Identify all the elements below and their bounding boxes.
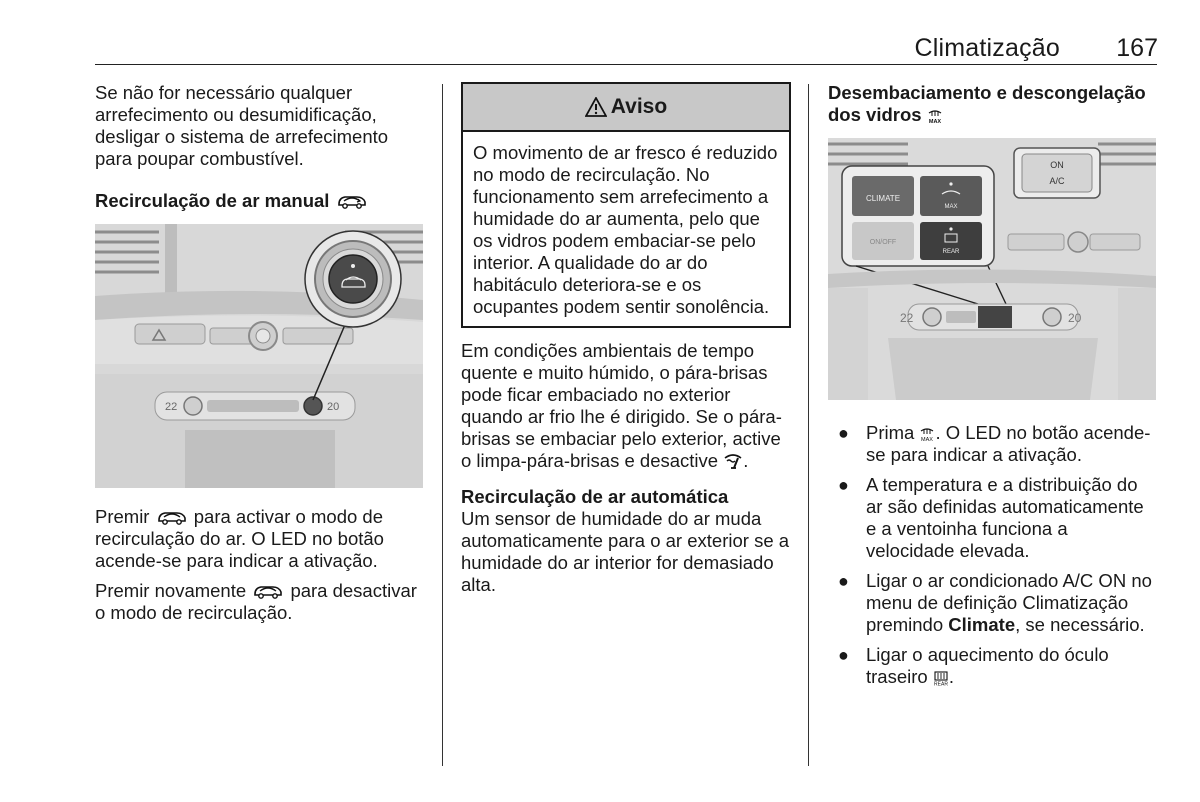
paragraph-exterior-fogging: Em condições ambientais de tempo quente e muito húmido, o pára-brisas pode ficar embaciado no exterior quando ar frio lhe é dirigido. Se o pára-brisas se embaciar pelo exterior, active o limpa-pára-brisas e desactive . <box>461 340 782 471</box>
rear-window-heat-icon <box>933 670 949 686</box>
list-item: ● Prima MAX . O LED no botão acende-se para indicar a ativação. <box>838 422 1151 465</box>
figure-recirculation-button <box>95 224 423 488</box>
temp-left-label: 22 <box>165 401 178 413</box>
column-3 <box>828 82 1158 696</box>
column-2 <box>461 82 791 604</box>
list-item: ● A temperatura e a distribuição do ar são definidas automaticamente e a ventoinha funciona a velocidade elevada. <box>838 474 1144 561</box>
bullet-marker: ● <box>838 423 849 443</box>
header-rule <box>95 64 1157 65</box>
temp-right-label: 20 <box>327 401 340 413</box>
paragraph-cooling-off: Se não for necessário qualquer arrefecimento ou desumidificação, desligar o sistema de arrefecimento para poupar combustível. <box>95 82 389 169</box>
warning-header <box>463 84 789 132</box>
defrost-steps-list <box>828 422 1158 688</box>
on-label: ON <box>1050 160 1064 170</box>
rear-label: REAR <box>942 249 960 255</box>
temp-right-label: 20 <box>1068 311 1082 325</box>
page-number: 167 <box>1116 34 1158 62</box>
paragraph-deactivate-recirculation: Premir novamente para desactivar o modo de recirculação. <box>95 580 417 623</box>
heading-defrost: Desembaciamento e descongelação dos vidros MAX <box>828 82 1146 125</box>
windshield-max-icon <box>919 426 935 442</box>
rear-label: REAR <box>933 681 948 686</box>
bullet-marker: ● <box>838 475 849 495</box>
warning-box <box>461 82 791 328</box>
recirculation-icon <box>155 508 189 526</box>
paragraph-humidity-sensor: Um sensor de humidade do ar muda automaticamente para o ar exterior se a humidade do ar interior for demasiado alta. <box>461 508 790 595</box>
heading-automatic-recirculation: Recirculação de ar automática <box>461 486 729 507</box>
windshield-wiper-off-icon <box>723 452 743 470</box>
bullet-marker: ● <box>838 571 849 591</box>
ac-label: A/C <box>1049 176 1065 186</box>
figure-defrost-buttons <box>828 138 1156 400</box>
warning-title: Aviso <box>610 95 668 118</box>
temp-left-label: 22 <box>900 311 914 325</box>
bullet-marker: ● <box>838 645 849 665</box>
heading-manual-recirculation: Recirculação de ar manual <box>95 190 425 212</box>
fig-max-label: MAX <box>944 204 958 210</box>
onoff-label: ON/OFF <box>869 239 897 246</box>
warning-triangle-icon <box>585 97 607 117</box>
list-item: ● Ligar o aquecimento do óculo traseiro REAR . <box>838 644 1109 687</box>
climate-label: CLIMATE <box>865 194 901 203</box>
chapter-title: Climatização <box>914 34 1060 62</box>
column-divider-1 <box>442 84 443 766</box>
max-label: MAX <box>921 437 934 442</box>
max-label: MAX <box>928 119 941 124</box>
column-1 <box>95 82 425 632</box>
recirculation-icon <box>335 192 369 210</box>
warning-text: O movimento de ar fresco é reduzido no modo de recirculação. No funcionamento sem arrefecimento a humidade do ar aumenta, pelo que os vidros podem embaciar-se pelo interior. A qualidade do ar do habitáculo deteriora-se e os ocupantes podem sentir sonolência. <box>473 142 778 317</box>
paragraph-activate-recirculation: Premir para activar o modo de recirculação do ar. O LED no botão acende-se para indicar a ativação. <box>95 506 384 571</box>
windshield-max-icon <box>927 108 943 124</box>
recirculation-icon <box>251 582 285 600</box>
column-divider-2 <box>808 84 809 766</box>
list-item: ● Ligar o ar condicionado A/C ON no menu de definição Climatização premindo Climate, se necessário. <box>838 570 1152 635</box>
